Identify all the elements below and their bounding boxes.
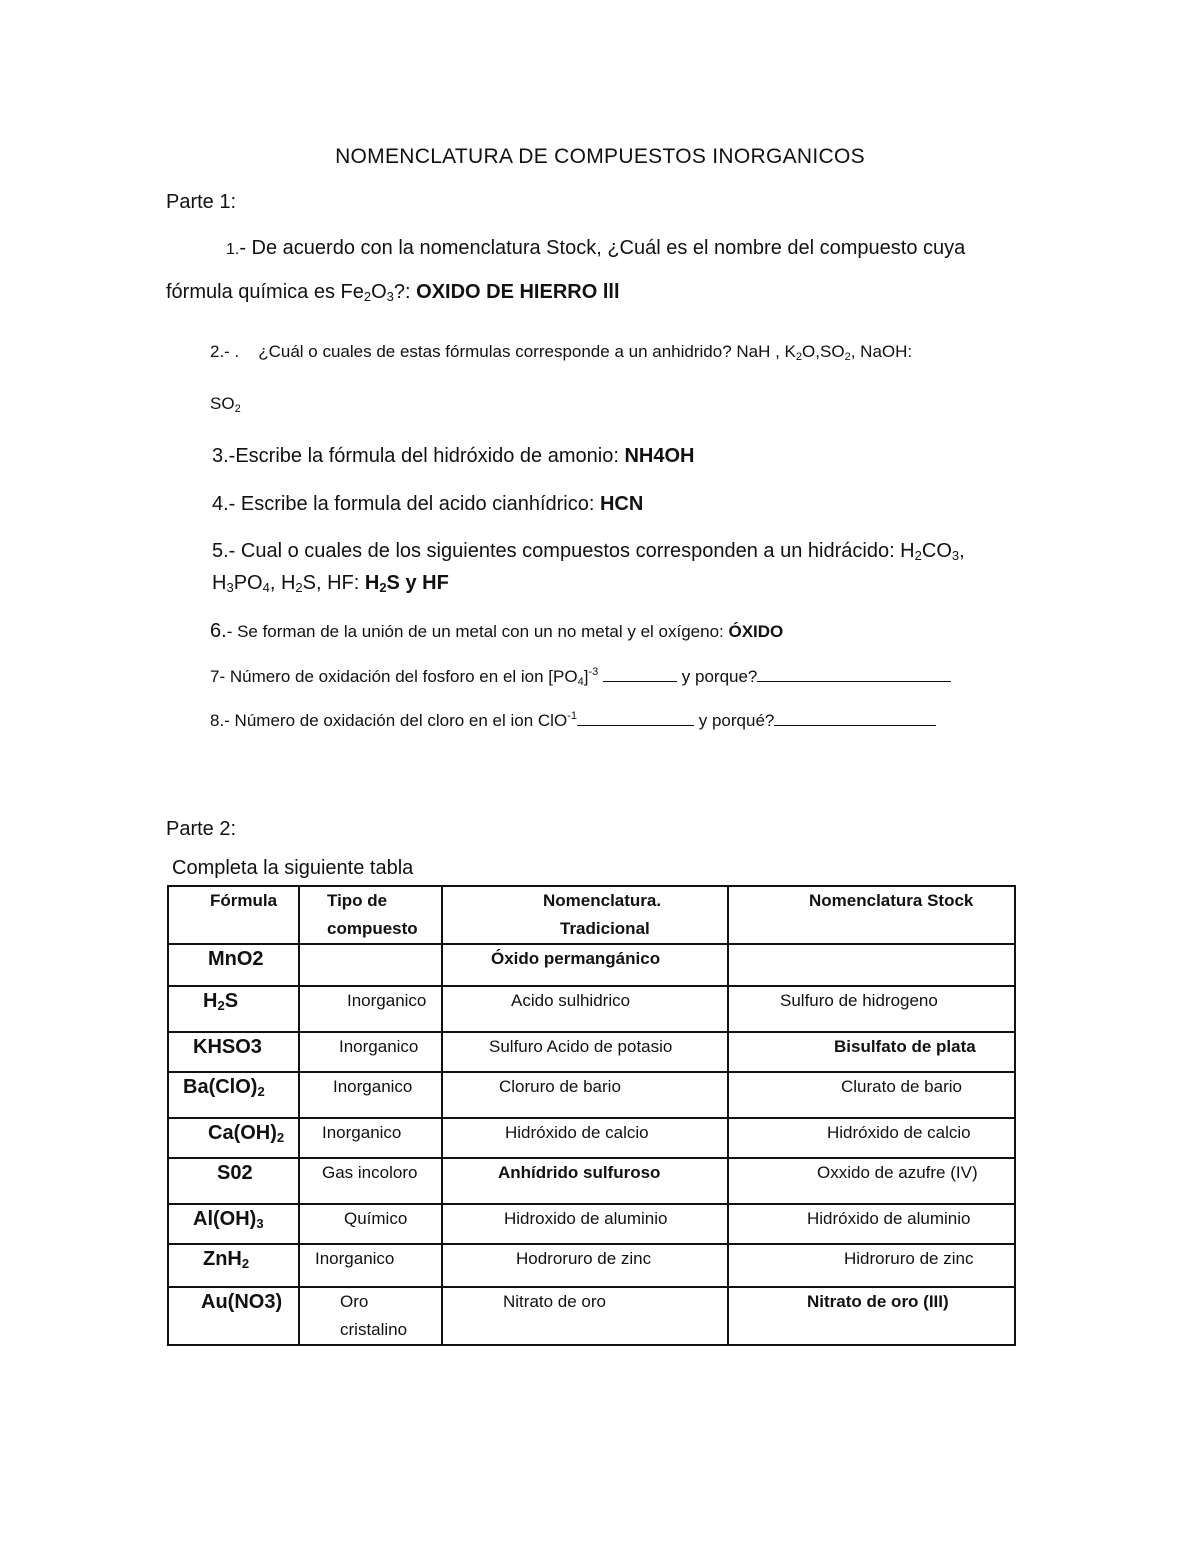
- question-6: [210, 620, 783, 643]
- q5-l2-sub-a: 3: [226, 580, 234, 595]
- q6-text: - Se forman de la unión de un metal con un no metal y el oxígeno:: [226, 622, 729, 641]
- q1-mid: O: [371, 281, 387, 303]
- q7-sup: -3: [588, 666, 599, 678]
- q2-lead: 2.- .: [210, 342, 240, 361]
- q8-blank-1[interactable]: [577, 709, 694, 726]
- cell-tradicional: Cloruro de bario: [442, 1072, 728, 1118]
- q3-answer: NH4OH: [624, 445, 695, 467]
- q1-sub1: 2: [363, 289, 372, 304]
- q1-number: 1.: [226, 241, 240, 258]
- q7-blank-2[interactable]: [757, 665, 951, 682]
- cell-tradicional: Hodroruro de zinc: [442, 1244, 728, 1287]
- cell-tipo: Inorganico: [299, 1072, 442, 1118]
- question-5-line2: [212, 572, 449, 595]
- question-4: [212, 493, 643, 516]
- cell-tipo: Oro cristalino: [299, 1287, 442, 1345]
- question-3: [212, 445, 694, 468]
- question-8: [210, 709, 936, 731]
- q2-sub-k: 2: [795, 351, 803, 363]
- cell-stock: Nitrato de oro (III): [728, 1287, 1015, 1345]
- question-7: [210, 665, 951, 688]
- q1-text-a: - De acuerdo con la nomenclatura Stock, ¿Cuál es el nombre del compuesto cuya: [239, 237, 966, 259]
- cell-stock: Hidroruro de zinc: [728, 1244, 1015, 1287]
- table-row: [168, 1158, 1015, 1204]
- q5-l2-sub-c: 2: [295, 580, 303, 595]
- cell-tipo: Gas incoloro: [299, 1158, 442, 1204]
- part2-heading: Parte 2:: [166, 818, 237, 840]
- q5-l1-sub-a: 2: [914, 548, 922, 563]
- part1-heading: Parte 1:: [166, 191, 237, 213]
- table-row: [168, 1118, 1015, 1158]
- q2-sub-s: 2: [844, 351, 851, 363]
- cell-stock: Oxxido de azufre (IV): [728, 1158, 1015, 1204]
- q5-l2-sub-b: 4: [262, 580, 270, 595]
- q4-answer: HCN: [599, 493, 644, 515]
- q5-answer: $H_2S$ y HF: [364, 572, 449, 595]
- cell-tipo: Inorganico: [299, 1118, 442, 1158]
- q7-close: ]: [583, 667, 589, 686]
- cell-tradicional: Óxido permangánico: [442, 944, 728, 986]
- q5-line1: 5.- Cual o cuales de los siguientes compuestos corresponden a un hidrácido: H: [212, 540, 915, 562]
- cell-formula: S02: [168, 1158, 299, 1204]
- header-tradicional: Nomenclatura. Tradicional: [442, 886, 728, 944]
- q2-answer-sub: 2: [234, 403, 241, 415]
- question-1-line1: [226, 237, 965, 260]
- question-5-line1: [212, 540, 965, 563]
- q5-l2-po: PO: [233, 572, 263, 594]
- q8-tail: y porqué?: [694, 711, 775, 730]
- q2-answer-base: SO: [210, 394, 235, 413]
- q1-answer: OXIDO DE HIERRO lll: [416, 281, 620, 303]
- q5-l2-h: H: [212, 572, 227, 594]
- table-row: [168, 944, 1015, 986]
- q1-text-b: fórmula química es Fe: [166, 281, 364, 303]
- cell-tipo[interactable]: [299, 944, 442, 986]
- q2-mid: O,SO: [802, 342, 845, 361]
- cell-tradicional: Sulfuro Acido de potasio: [442, 1032, 728, 1072]
- header-tipo: Tipo de compuesto: [299, 886, 442, 944]
- cell-formula: Au(NO3): [168, 1287, 299, 1345]
- header-formula: Fórmula: [168, 886, 299, 944]
- q1-tail: ?:: [393, 281, 417, 303]
- q5-l2-tail: S, HF:: [302, 572, 365, 594]
- page-title: NOMENCLATURA DE COMPUESTOS INORGANICOS: [335, 145, 865, 168]
- q8-text: 8.- Número de oxidación del cloro en el ion ClO: [210, 711, 568, 730]
- question-1-line2: [166, 281, 620, 304]
- q5-l1-sub-b: 3: [951, 548, 960, 563]
- q2-tail: , NaOH:: [850, 342, 913, 361]
- q5-l1-end: ,: [959, 540, 965, 562]
- cell-tradicional: Acido sulhidrico: [442, 986, 728, 1032]
- question-2-answer: [210, 394, 241, 415]
- cell-tipo: Químico: [299, 1204, 442, 1244]
- q2-text: ¿Cuál o cuales de estas fórmulas corresponde a un anhidrido? NaH , K: [258, 342, 796, 361]
- table-row: [168, 1244, 1015, 1287]
- table-header-row: [168, 886, 1015, 944]
- q3-text: 3.-Escribe la fórmula del hidróxido de amonio:: [212, 445, 625, 467]
- q7-tail: y porque?: [677, 667, 758, 686]
- question-2: [210, 342, 912, 363]
- table-row: [168, 986, 1015, 1032]
- cell-tradicional: Nitrato de oro: [442, 1287, 728, 1345]
- cell-formula: MnO2: [168, 944, 299, 986]
- table-row: [168, 1287, 1015, 1345]
- table-row: [168, 1204, 1015, 1244]
- q8-blank-2[interactable]: [774, 709, 936, 726]
- cell-tradicional: Hidróxido de calcio: [442, 1118, 728, 1158]
- cell-formula: ZnH$_2$: [168, 1244, 299, 1287]
- cell-stock: Bisulfato de plata: [728, 1032, 1015, 1072]
- cell-tipo: Inorganico: [299, 986, 442, 1032]
- q7-blank-1[interactable]: [603, 665, 677, 682]
- cell-tipo: Inorganico: [299, 1244, 442, 1287]
- q5-l1-co: CO: [921, 540, 952, 562]
- cell-stock: Hidróxido de calcio: [728, 1118, 1015, 1158]
- cell-formula: KHSO3: [168, 1032, 299, 1072]
- cell-tradicional: Hidroxido de aluminio: [442, 1204, 728, 1244]
- cell-tipo: Inorganico: [299, 1032, 442, 1072]
- q7-sub: 4: [577, 676, 584, 688]
- q4-text: 4.- Escribe la formula del acido cianhídrico:: [212, 493, 600, 515]
- cell-stock[interactable]: [728, 944, 1015, 986]
- cell-formula: $Ba(ClO)_2$: [168, 1072, 299, 1118]
- q7-text: 7- Número de oxidación del fosforo en el ion [PO: [210, 667, 578, 686]
- q6-answer: ÓXIDO: [728, 622, 784, 641]
- cell-stock: Hidróxido de aluminio: [728, 1204, 1015, 1244]
- cell-stock: Clurato de bario: [728, 1072, 1015, 1118]
- q6-number: 6.: [210, 620, 227, 642]
- q5-l2-mid: , H: [269, 572, 296, 594]
- header-stock: Nomenclatura Stock: [728, 886, 1015, 944]
- cell-stock: Sulfuro de hidrogeno: [728, 986, 1015, 1032]
- cell-formula: $Ca(OH)_2$: [168, 1118, 299, 1158]
- part2-instruction: Completa la siguiente tabla: [172, 857, 414, 879]
- cell-tradicional: Anhídrido sulfuroso: [442, 1158, 728, 1204]
- table-row: [168, 1032, 1015, 1072]
- compounds-table: [167, 885, 1016, 1346]
- table-row: [168, 1072, 1015, 1118]
- q1-sub2: 3: [386, 289, 394, 304]
- cell-formula: $Al(OH)_3$: [168, 1204, 299, 1244]
- q8-sup: -1: [567, 710, 578, 722]
- cell-formula: $H_2S$: [168, 986, 299, 1032]
